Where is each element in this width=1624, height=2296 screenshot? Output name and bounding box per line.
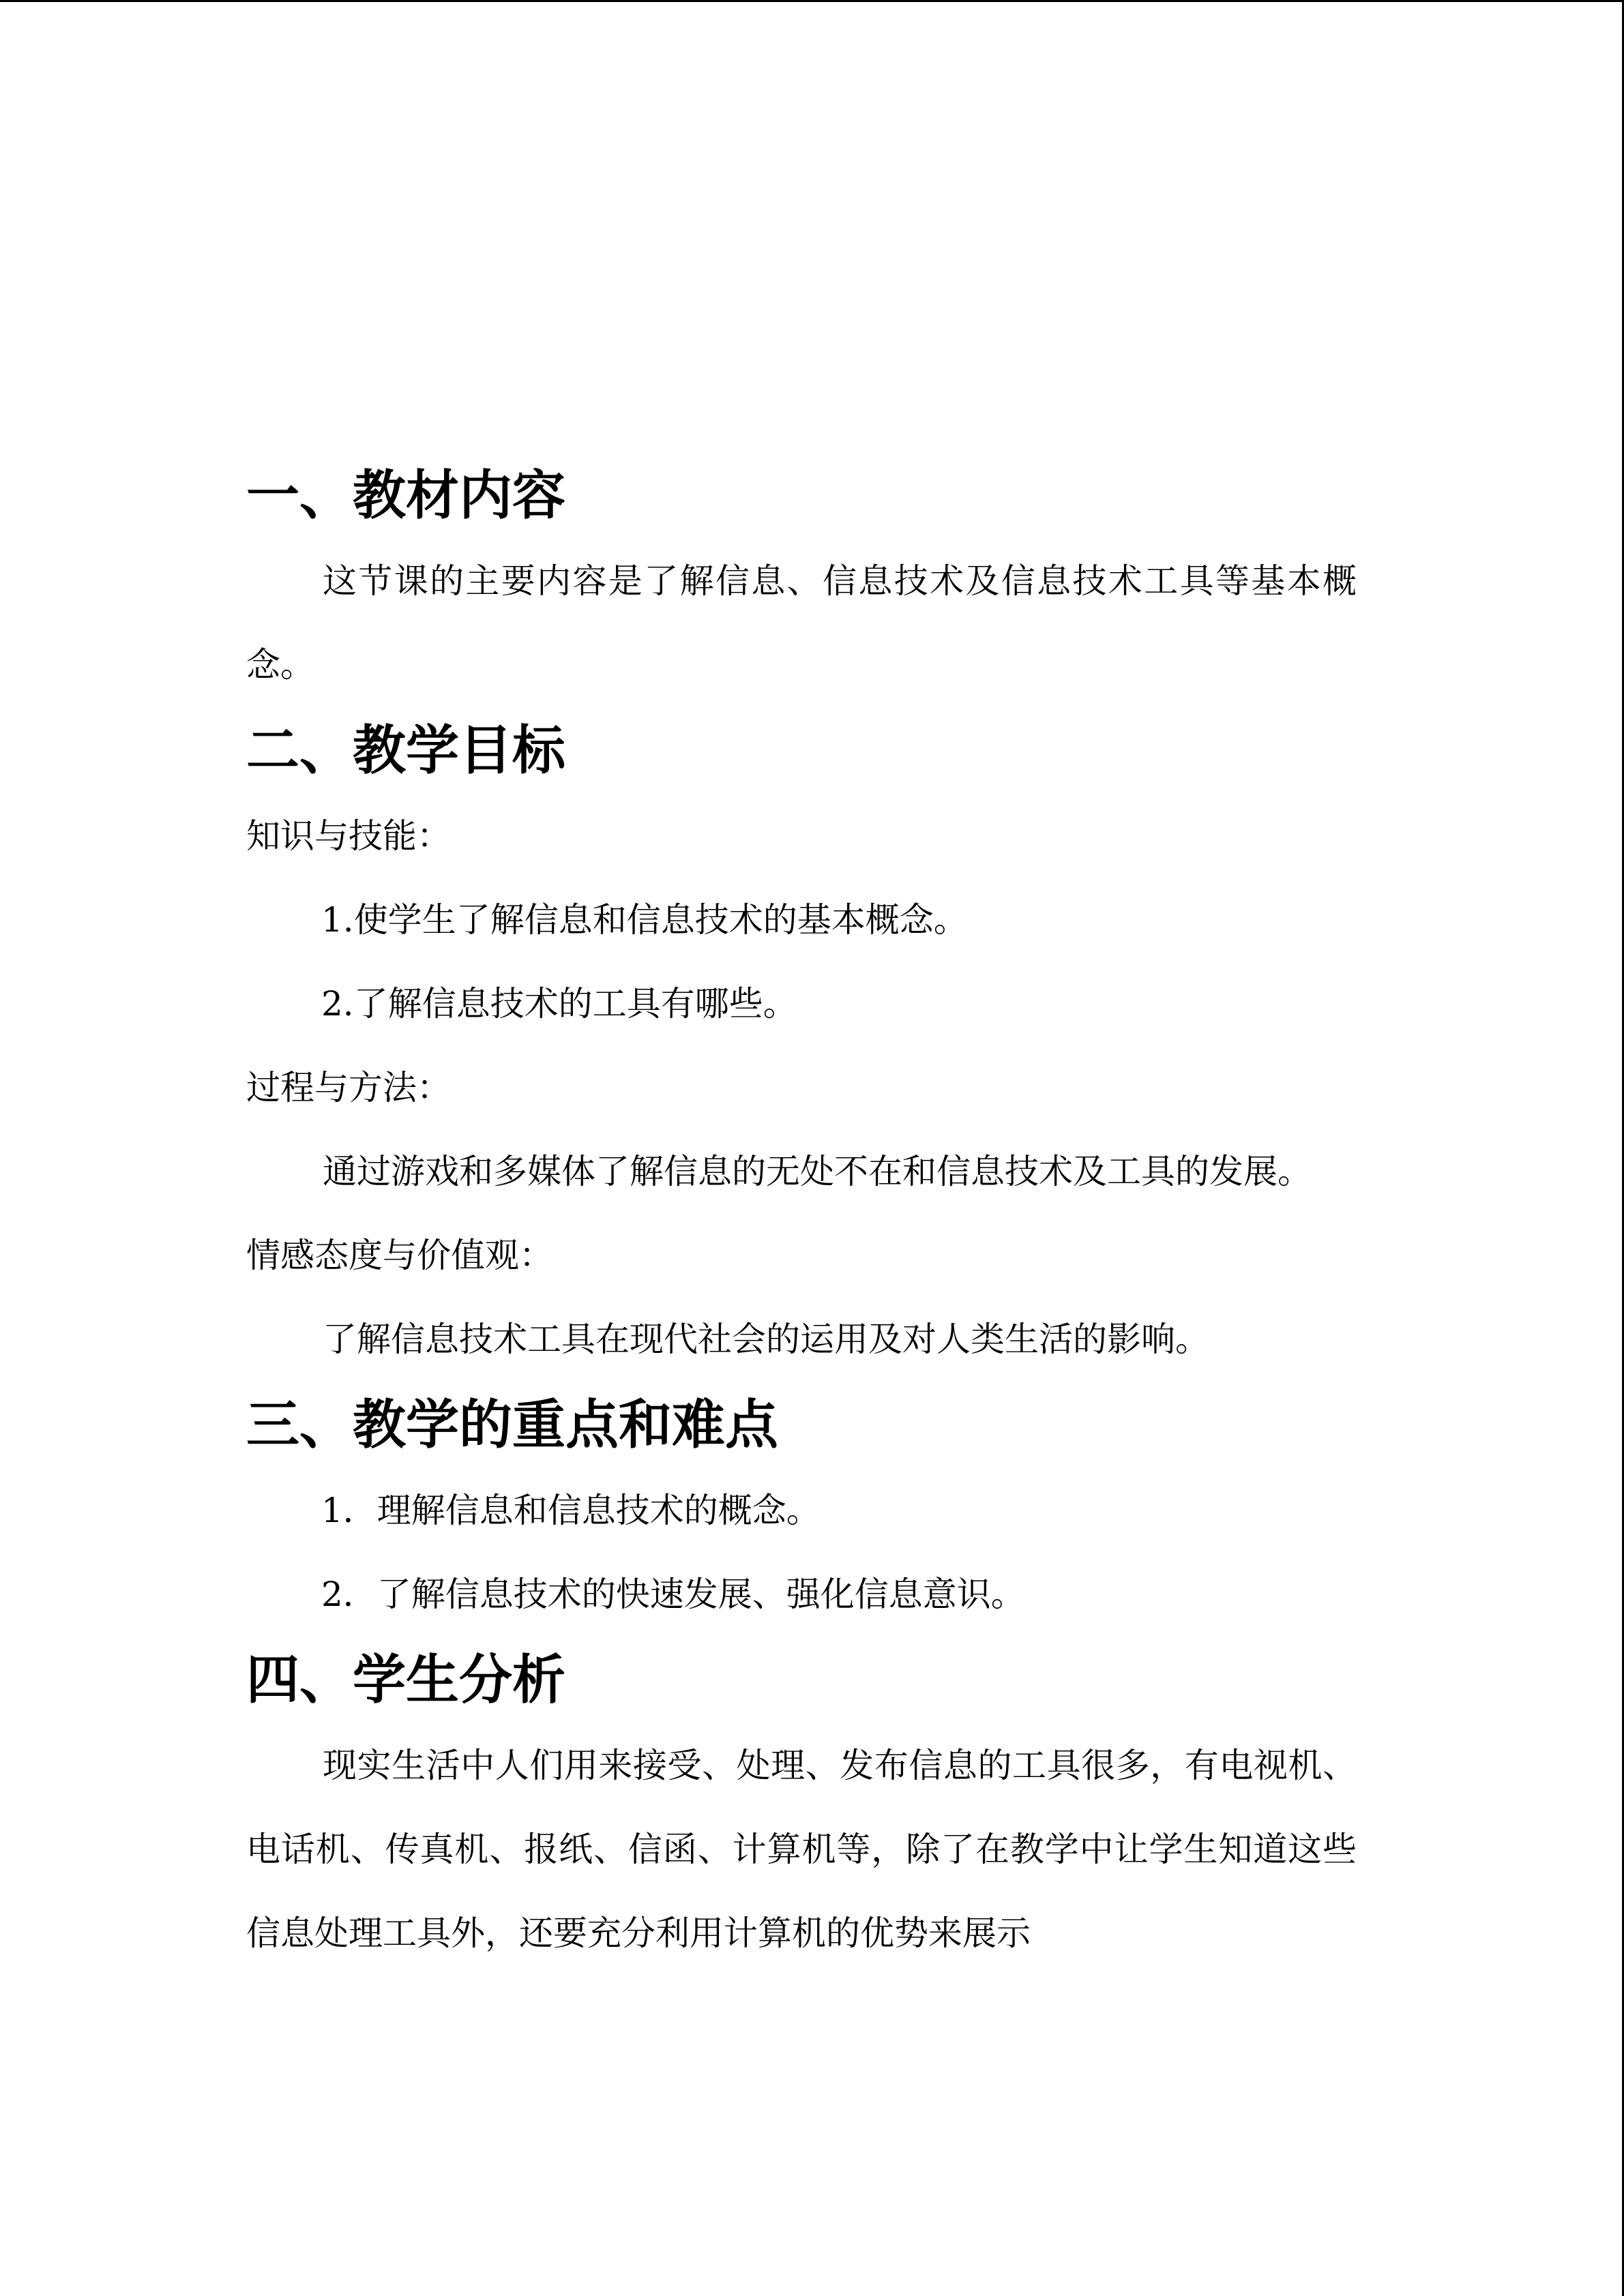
knowledge-item: 1.使学生了解信息和信息技术的基本概念。 — [321, 900, 968, 940]
document-content — [246, 452, 1357, 1976]
section-heading-teaching-content: 一、教材内容 — [246, 465, 566, 526]
key-point-item: 1．理解信息和信息技术的概念。 — [321, 1491, 821, 1530]
key-point-item: 2．了解信息技术的快速发展、强化信息意识。 — [321, 1575, 1025, 1614]
emotion-values-label: 情感态度与价值观： — [246, 1236, 553, 1275]
student-analysis-paragraph: 现实生活中人们用来接受、处理、发布信息的工具很多，有电视机、电话机、传真机、报纸、信函、计算机等，除了在教学中让学生知道这些信息处理工具外，还要充分利用计算机的优势来展示 — [246, 1746, 1357, 1953]
section-heading-key-points: 三、教学的重点和难点 — [246, 1395, 779, 1456]
teaching-content-paragraph: 这节课的主要内容是了解信息、信息技术及信息技术工具等基本概念。 — [246, 561, 1357, 685]
section-heading-teaching-goals: 二、教学目标 — [246, 720, 566, 781]
knowledge-item: 2.了解信息技术的工具有哪些。 — [321, 984, 797, 1024]
emotion-values-paragraph: 了解信息技术工具在现代社会的运用及对人类生活的影响。 — [323, 1320, 1209, 1359]
process-method-paragraph: 通过游戏和多媒体了解信息的无处不在和信息技术及工具的发展。 — [323, 1152, 1312, 1191]
process-method-label: 过程与方法： — [246, 1068, 451, 1107]
knowledge-skills-label: 知识与技能： — [246, 816, 451, 856]
section-heading-student-analysis: 四、学生分析 — [246, 1650, 566, 1711]
